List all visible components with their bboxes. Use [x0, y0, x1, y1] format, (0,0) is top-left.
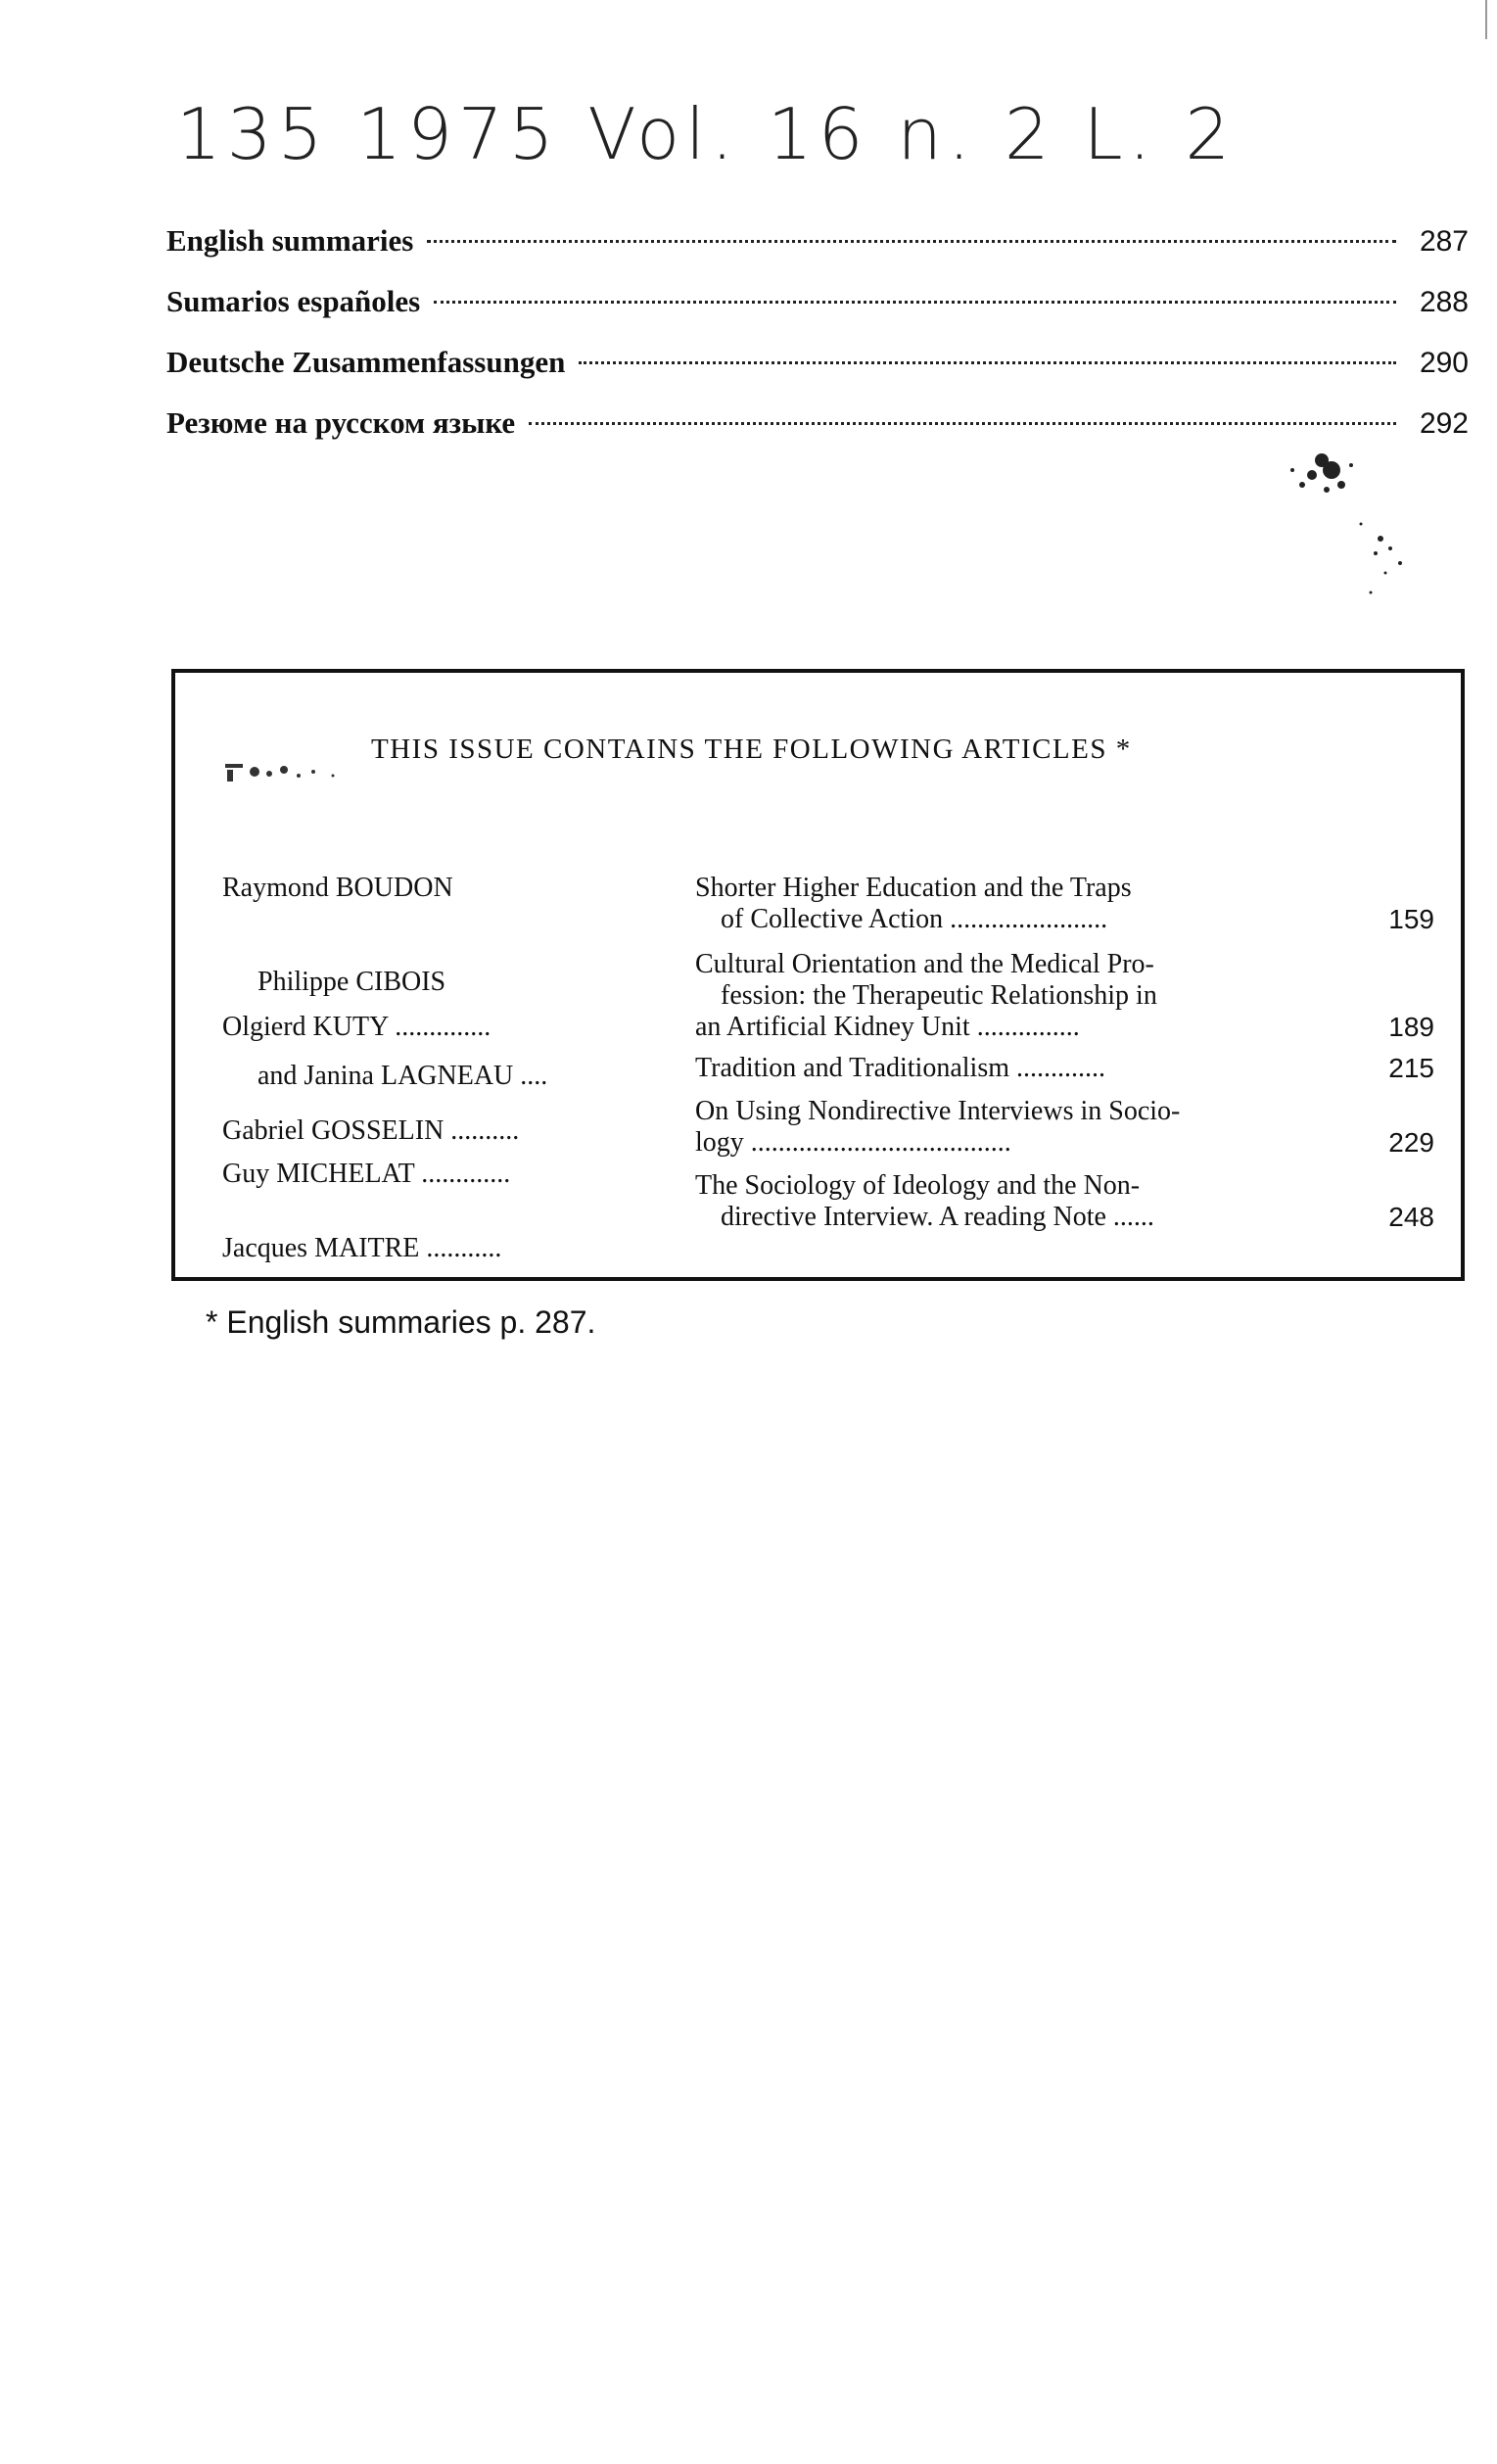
article-page: 215	[1388, 1053, 1434, 1083]
article-page: 189	[1388, 1012, 1434, 1042]
summary-row[interactable]	[166, 284, 1469, 345]
dot-leader	[529, 422, 1396, 425]
article-page: 229	[1388, 1127, 1434, 1158]
author-line: and Janina LAGNEAU ....	[257, 1061, 548, 1091]
summary-page: 290	[1419, 347, 1469, 379]
summary-label: Резюме на русском языке	[166, 405, 516, 440]
article-title	[695, 949, 1343, 1043]
summary-label: Sumarios españoles	[166, 284, 421, 318]
dot-leader	[434, 301, 1396, 304]
summary-page: 288	[1419, 286, 1469, 318]
dot-leader	[579, 361, 1396, 364]
author-line: Guy MICHELAT .............	[222, 1159, 511, 1189]
summary-page: 292	[1419, 407, 1469, 440]
footnote: * English summaries p. 287.	[206, 1304, 596, 1340]
title-line: of Collective Action .......................	[721, 904, 1108, 934]
article-page: 248	[1388, 1202, 1434, 1232]
summary-label: English summaries	[166, 223, 414, 258]
dot-leader	[427, 240, 1396, 243]
title-line: On Using Nondirective Interviews in Socio-	[695, 1096, 1181, 1126]
article-title	[695, 1096, 1343, 1159]
summaries-list	[166, 223, 1469, 466]
title-line: The Sociology of Ideology and the Non-	[695, 1170, 1141, 1201]
summary-page: 287	[1419, 225, 1469, 258]
title-line: an Artificial Kidney Unit ...............	[695, 1012, 1080, 1042]
article-authors	[222, 1170, 682, 1327]
handwritten-annotation: 135 1975 Vol. 16 n. 2 L. 2	[176, 93, 1237, 175]
article-title	[695, 1170, 1343, 1233]
scan-speckle-mark	[215, 754, 431, 793]
author-line: Jacques MAITRE ...........	[222, 1233, 502, 1263]
summary-label: Deutsche Zusammenfassungen	[166, 345, 566, 379]
page-edge-mark	[1485, 0, 1487, 39]
title-line: Cultural Orientation and the Medical Pro-	[695, 949, 1154, 979]
summary-row[interactable]	[166, 223, 1469, 284]
author-line: Philippe CIBOIS	[257, 967, 446, 997]
article-page: 159	[1388, 904, 1434, 934]
author-line: Gabriel GOSSELIN ..........	[222, 1115, 520, 1146]
title-line: logy ......................................	[695, 1127, 1011, 1158]
scan-speckle-mark	[1234, 431, 1429, 627]
article-title	[695, 873, 1343, 935]
author-line: Raymond BOUDON	[222, 873, 453, 903]
contents-heading: THIS ISSUE CONTAINS THE FOLLOWING ARTICLES *	[371, 734, 1132, 765]
summary-row[interactable]	[166, 345, 1469, 405]
author-line: Olgierd KUTY ..............	[222, 1012, 491, 1042]
title-line: directive Interview. A reading Note ......	[721, 1202, 1154, 1232]
title-line: Shorter Higher Education and the Traps	[695, 873, 1132, 903]
title-line: Tradition and Traditionalism .............	[695, 1053, 1106, 1083]
article-title	[695, 1053, 1343, 1084]
title-line: fession: the Therapeutic Relationship in	[721, 980, 1157, 1011]
